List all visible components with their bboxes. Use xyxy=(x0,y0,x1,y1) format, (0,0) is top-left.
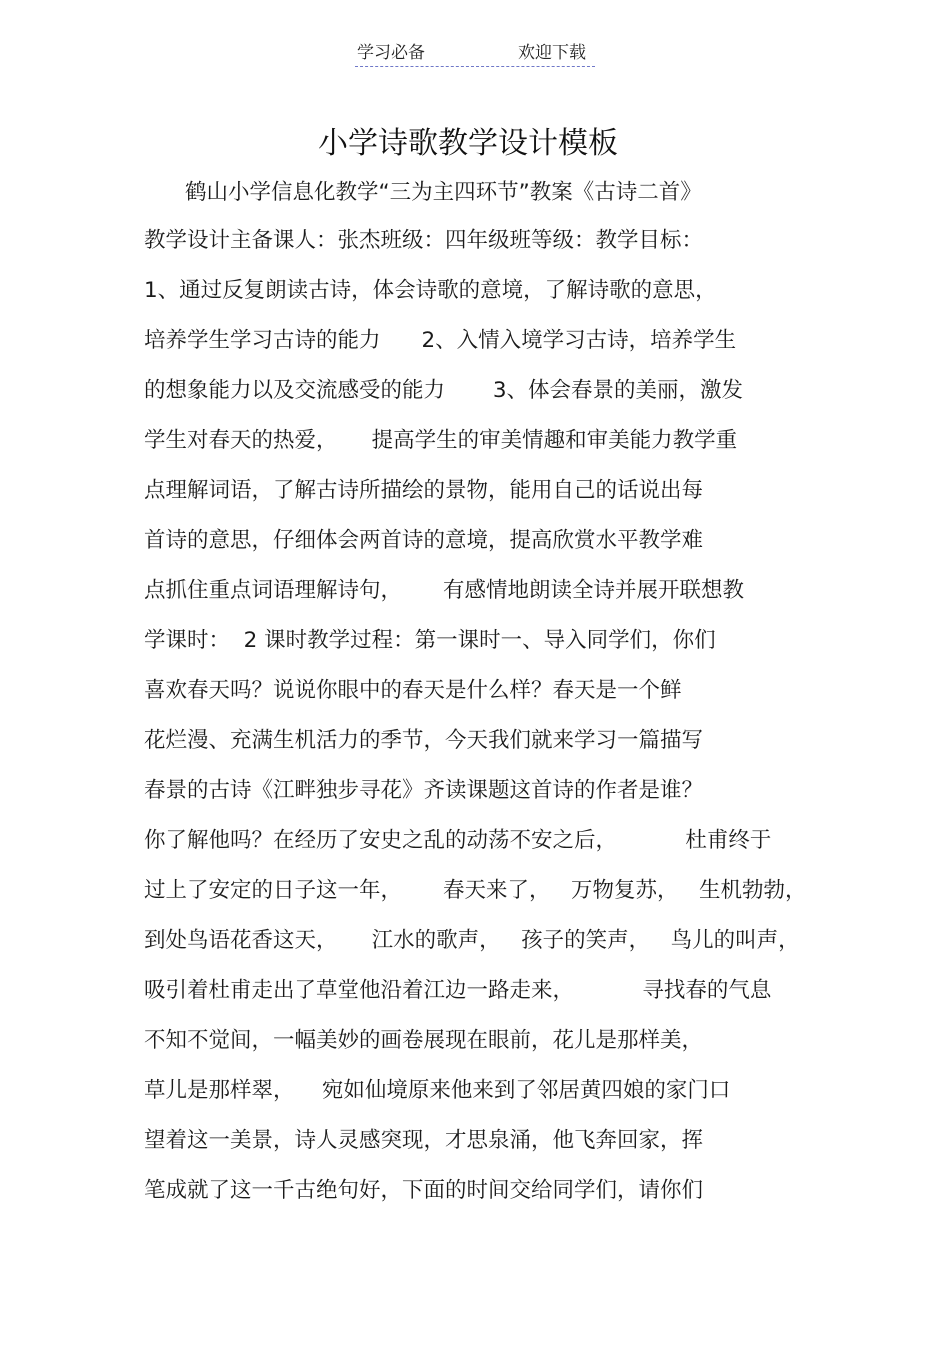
body-line: 不知不觉间，一幅美妙的画卷展现在眼前，花儿是那样美， xyxy=(144,1028,704,1053)
body-line: 笔成就了这一千古绝句好，下面的时间交给同学们，请你们 xyxy=(144,1178,704,1203)
body-line: 培养学生学习古诗的能力 2、入情入境学习古诗，培养学生 xyxy=(144,328,737,353)
header-left-text: 学习必备 xyxy=(357,43,425,63)
body-line: 教学设计主备课人：张杰班级：四年级班等级：教学目标： xyxy=(144,228,704,253)
body-line: 首诗的意思，仔细体会两首诗的意境，提高欣赏水平教学难 xyxy=(144,528,704,553)
body-line: 草儿是那样翠， 宛如仙境原来他来到了邻居黄四娘的家门口 xyxy=(144,1078,731,1103)
body-line: 到处鸟语花香这天， 江水的歌声， 孩子的笑声， 鸟儿的叫声， xyxy=(144,928,800,953)
body-line: 学课时： 2 课时教学过程：第一课时一、导入同学们，你们 xyxy=(144,628,716,653)
page-header xyxy=(355,40,595,67)
body-line: 点抓住重点词语理解诗句， 有感情地朗读全诗并展开联想教 xyxy=(144,578,745,603)
body-line: 过上了安定的日子这一年， 春天来了， 万物复苏， 生机勃勃， xyxy=(144,878,807,903)
body-line: 花烂漫、充满生机活力的季节，今天我们就来学习一篇描写 xyxy=(144,728,704,753)
document-title: 小学诗歌教学设计模板 xyxy=(318,126,618,161)
body-line: 1、通过反复朗读古诗，体会诗歌的意境，了解诗歌的意思， xyxy=(144,278,717,303)
body-line: 你了解他吗？在经历了安史之乱的动荡不安之后， 杜甫终于 xyxy=(144,828,772,853)
header-right-text: 欢迎下载 xyxy=(518,43,586,63)
body-line: 喜欢春天吗？说说你眼中的春天是什么样？春天是一个鲜 xyxy=(144,678,682,703)
body-line: 点理解词语，了解古诗所描绘的景物，能用自己的话说出每 xyxy=(144,478,704,503)
body-line: 的想象能力以及交流感受的能力 3、体会春景的美丽，激发 xyxy=(144,378,744,403)
body-line: 吸引着杜甫走出了草堂他沿着江边一路走来， 寻找春的气息 xyxy=(144,978,772,1003)
document-body xyxy=(144,222,814,1222)
body-line: 学生对春天的热爱， 提高学生的审美情趣和审美能力教学重 xyxy=(144,428,738,453)
body-line: 望着这一美景，诗人灵感突现，才思泉涌，他飞奔回家，挥 xyxy=(144,1128,704,1153)
document-subtitle: 鹤山小学信息化教学“三为主四环节”教案《古诗二首》 xyxy=(185,180,702,205)
body-line: 春景的古诗《江畔独步寻花》齐读课题这首诗的作者是谁？ xyxy=(144,778,704,803)
